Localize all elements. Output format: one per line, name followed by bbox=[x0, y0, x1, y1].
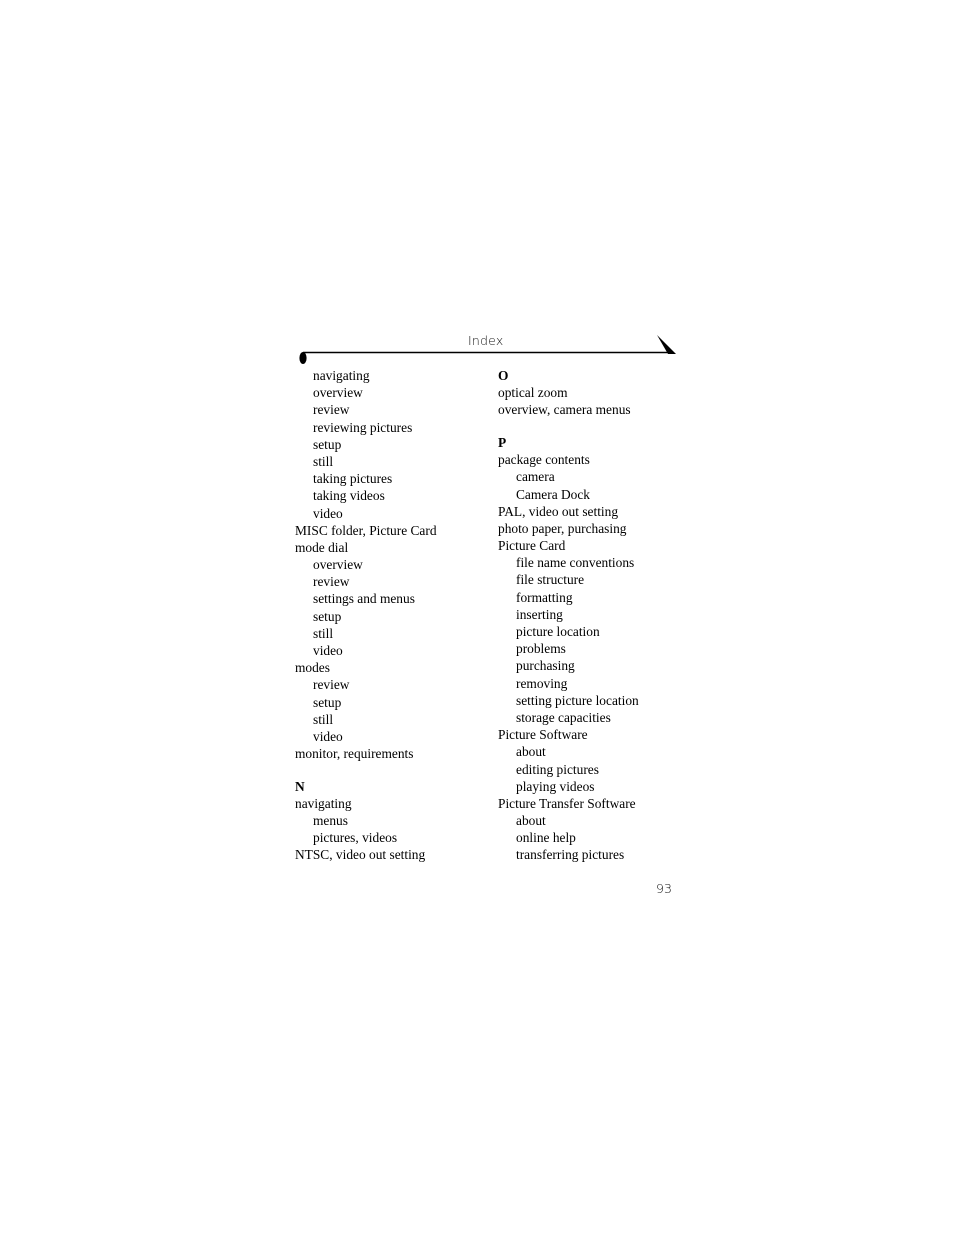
index-subentry: setup bbox=[313, 694, 342, 710]
index-subentry: file name conventions bbox=[516, 555, 635, 571]
index-subentry: still bbox=[313, 453, 334, 469]
index-subentry: navigating bbox=[313, 368, 370, 383]
index-entry: navigating bbox=[295, 795, 352, 811]
index-entry: Picture Card bbox=[498, 538, 566, 554]
index-entry: mode dial bbox=[295, 539, 349, 555]
index-subentry: setting picture location bbox=[516, 692, 639, 708]
index-subentry: still bbox=[313, 625, 334, 641]
index-entry: PAL, video out setting bbox=[498, 503, 619, 519]
index-subentry: video bbox=[313, 643, 343, 658]
index-letter-heading: P bbox=[498, 434, 507, 450]
index-subentry: pictures, videos bbox=[313, 830, 398, 846]
index-subentry: setup bbox=[313, 436, 342, 452]
index-letter-heading: N bbox=[295, 778, 305, 794]
rule-left-cap bbox=[299, 352, 306, 364]
index-spacer bbox=[498, 419, 698, 434]
rule-right-arrow bbox=[657, 335, 676, 354]
index-subentry: inserting bbox=[516, 606, 563, 622]
index-entry: MISC folder, Picture Card bbox=[295, 522, 437, 538]
index-subentry: online help bbox=[516, 830, 576, 846]
page-header-title: Index bbox=[468, 333, 504, 348]
header-rule bbox=[296, 333, 680, 367]
index-subentry: editing pictures bbox=[516, 761, 599, 777]
page-number: 93 bbox=[656, 881, 672, 896]
index-subentry: review bbox=[313, 677, 350, 693]
index-subentry: about bbox=[516, 744, 546, 760]
index-subentry: taking videos bbox=[313, 488, 385, 504]
index-subentry: about bbox=[516, 813, 546, 829]
index-entry: Picture Transfer Software bbox=[498, 795, 636, 811]
index-subentry: Camera Dock bbox=[516, 486, 590, 502]
index-subentry: menus bbox=[313, 813, 348, 829]
index-subentry: still bbox=[313, 711, 334, 727]
index-subentry: overview bbox=[313, 385, 363, 401]
index-entry: modes bbox=[295, 660, 330, 676]
index-entry: NTSC, video out setting bbox=[295, 847, 426, 863]
index-subentry: camera bbox=[516, 469, 555, 485]
index-subentry: file structure bbox=[516, 572, 585, 588]
index-letter-heading: O bbox=[498, 368, 509, 383]
index-subentry: storage capacities bbox=[516, 709, 611, 725]
index-subentry: review bbox=[313, 574, 350, 590]
index-subentry: problems bbox=[516, 641, 566, 657]
index-entry: package contents bbox=[498, 452, 590, 468]
index-subentry: formatting bbox=[516, 589, 573, 605]
index-subentry: picture location bbox=[516, 624, 600, 640]
index-subentry: purchasing bbox=[516, 658, 575, 674]
index-column-right bbox=[498, 367, 698, 864]
index-subentry: video bbox=[313, 505, 343, 521]
index-entry: monitor, requirements bbox=[295, 746, 414, 762]
index-subentry: video bbox=[313, 728, 343, 744]
index-subentry: playing videos bbox=[516, 778, 595, 794]
index-entry: photo paper, purchasing bbox=[498, 520, 627, 536]
index-subentry: removing bbox=[516, 675, 568, 691]
index-subentry: transferring pictures bbox=[516, 847, 625, 863]
index-subentry: settings and menus bbox=[313, 591, 415, 607]
index-subentry: setup bbox=[313, 608, 342, 624]
index-subentry: overview bbox=[313, 557, 363, 573]
index-spacer bbox=[295, 762, 485, 777]
index-column-left bbox=[295, 367, 485, 864]
index-subentry: reviewing pictures bbox=[313, 419, 413, 435]
index-entry: Picture Software bbox=[498, 727, 588, 743]
index-subentry: taking pictures bbox=[313, 471, 393, 487]
index-entry: overview, camera menus bbox=[498, 402, 631, 418]
index-subentry: review bbox=[313, 402, 350, 418]
index-entry: optical zoom bbox=[498, 385, 568, 401]
